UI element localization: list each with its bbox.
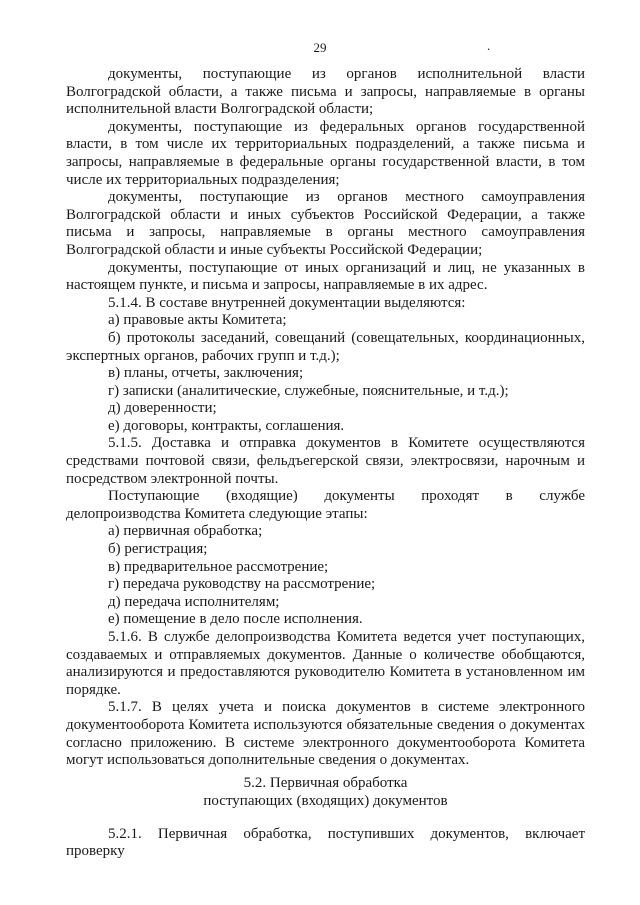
paragraph-list-after <box>66 826 585 861</box>
paragraph: г) передача руководству на рассмотрение; <box>108 576 376 593</box>
paragraph: е) помещение в дело после исполнения. <box>108 611 363 628</box>
page-number: 29 <box>313 40 327 55</box>
paragraph: д) передача исполнителям; <box>108 593 280 610</box>
paragraph: б) регистрация; <box>108 541 208 558</box>
paragraph: 5.1.5. Доставка и отправка документов в Комитете осуществляются средствами почтовой связи, фельдъегерской связи, электросвязи, нарочным и посредством электронной почты. <box>66 435 585 487</box>
paragraph: документы, поступающие из федеральных органов государственной власти, в том числе их территориальных подразделений, а также письма и запросы, направляемые в федеральные органы государственной власти, в том числе их территориальных подразделения; <box>66 118 585 188</box>
paragraph: 5.1.6. В службе делопроизводства Комитета ведется учет поступающих, создаваемых и отправляемых документов. Данные о количестве обобщаются, анализируются и предоставляются руководителю Комитета в установленном им порядке. <box>66 629 585 698</box>
paragraph: е) договоры, контракты, соглашения. <box>108 417 345 434</box>
paragraph: документы, поступающие из органов исполнительной власти Волгоградской области, а также письма и запросы, направляемые в органы исполнительной власти Волгоградской области; <box>66 66 585 118</box>
section-heading-line-2: поступающих (входящих) документов <box>203 792 448 809</box>
paragraph-list <box>66 66 585 770</box>
section-heading <box>66 774 585 810</box>
paragraph: д) доверенности; <box>108 400 217 417</box>
paragraph: Поступающие (входящие) документы проходят в службе делопроизводства Комитета следующие этапы: <box>66 488 585 522</box>
section-heading-line-1: 5.2. Первичная обработка <box>243 774 408 791</box>
paragraph: 5.2.1. Первичная обработка, поступивших документов, включает проверку <box>66 825 585 860</box>
paragraph: 5.1.7. В целях учета и поиска документов в системе электронного документооборота Комитета используются обязательные сведения о документах согласно приложению. В системе электронного документооборота Комитета могут использоваться дополнительные сведения о документах. <box>66 699 585 769</box>
paragraph: в) предварительное рассмотрение; <box>108 558 329 575</box>
paragraph: документы, поступающие из органов местного самоуправления Волгоградской области и иных субъектов Российской Федерации, а также письма и запросы, направляемые в органы местного самоуправления Волгоградской области и иные субъекты Российской Федерации; <box>66 189 585 258</box>
paragraph: г) записки (аналитические, служебные, пояснительные, и т.д.); <box>108 382 509 399</box>
corner-mark: . <box>487 38 491 53</box>
paragraph: а) правовые акты Комитета; <box>108 312 287 329</box>
document-body <box>66 66 585 861</box>
paragraph: документы, поступающие от иных организаций и лиц, не указанных в настоящем пункте, и письма и запросы, направляемые в их адрес. <box>66 259 585 294</box>
paragraph: в) планы, отчеты, заключения; <box>108 365 304 382</box>
paragraph: б) протоколы заседаний, совещаний (совещательных, координационных, экспертных органов, рабочих групп и т.д.); <box>66 329 585 364</box>
paragraph: а) первичная обработка; <box>108 523 263 540</box>
paragraph: 5.1.4. В составе внутренней документации выделяются: <box>108 294 466 311</box>
